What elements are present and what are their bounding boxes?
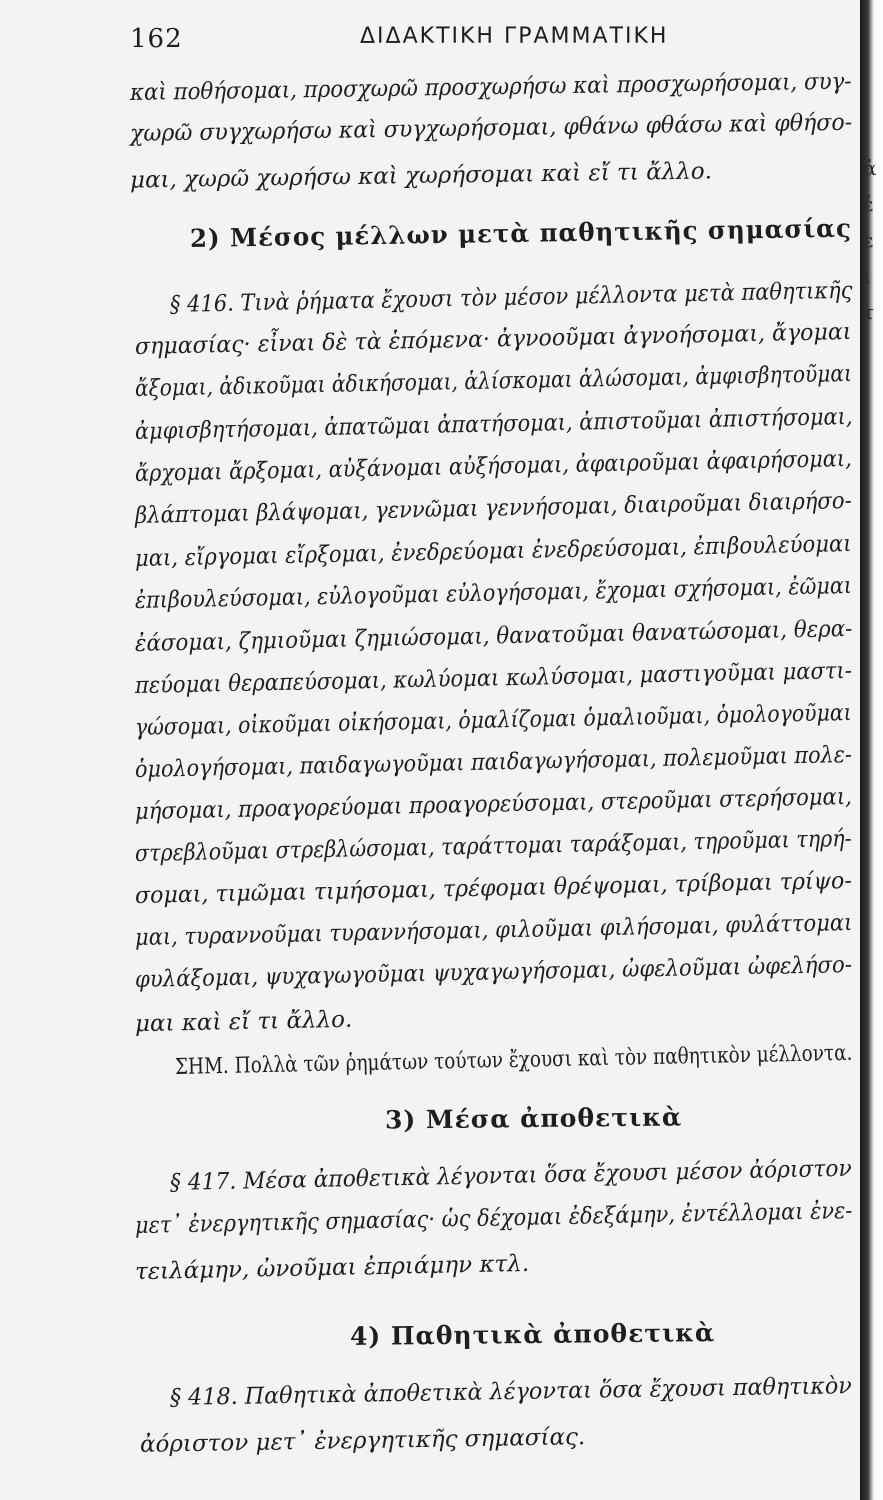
paragraph-line: ἀμφισβητήσομαι, ἀπατῶμαι ἀπατήσομαι, ἀπιστοῦμαι ἀπιστήσομαι, — [134, 403, 853, 445]
paragraph-line: ὁμολογήσομαι, παιδαγωγοῦμαι παιδαγωγήσομαι, πολεμοῦμαι πολε- — [134, 741, 853, 783]
paragraph-line: § 417. Μέσα ἀποθετικὰ λέγονται ὅσα ἔχουσι μέσον ἀόριστον — [169, 1155, 852, 1196]
edge-letter: τ — [863, 300, 875, 324]
paragraph-line: φυλάξομαι, ψυχαγωγοῦμαι ψυχαγωγήσομαι, ὠφελοῦμαι ὠφελήσο- — [134, 951, 853, 993]
paragraph-line: πεύομαι θεραπεύσομαι, κωλύομαι κωλύσομαι, μαστιγοῦμαι μαστι- — [134, 657, 853, 699]
paragraph-line: ἄρχομαι ἄρξομαι, αὐξάνομαι αὐξήσομαι, ἀφαιροῦμαι ἀφαιρήσομαι, — [134, 445, 852, 487]
paragraph-line: στρεβλοῦμαι στρεβλώσομαι, ταράττομαι ταράξομαι, τηροῦμαι τηρή- — [134, 825, 852, 867]
paragraph-line: σομαι, τιμῶμαι τιμήσομαι, τρέφομαι θρέψομαι, τρίβομαι τρίψο- — [134, 867, 853, 909]
intro-line: καὶ ποθήσομαι, προσχωρῶ προσχωρήσω καὶ προσχωρήσομαι, συγ- — [129, 68, 852, 106]
paragraph-line: ἀόριστον μετ᾽ ἐνεργητικῆς σημασίας. — [139, 1424, 586, 1458]
paragraph-line: ἄξομαι, ἀδικοῦμαι ἀδικήσομαι, ἁλίσκομαι ἁλώσομαι, ἀμφισβητοῦμαι — [134, 360, 853, 402]
note-line: ΣΗΜ. Πολλὰ τῶν ῥημάτων τούτων ἔχουσι καὶ τὸν παθητικὸν μέλλοντα. — [174, 1040, 853, 1080]
paragraph-line: βλάπτομαι βλάψομαι, γεννῶμαι γεννήσομαι, διαιροῦμαι διαιρήσο- — [134, 487, 852, 529]
facing-page-edge-text — [863, 150, 881, 330]
paragraph-line: μαι καὶ εἴ τι ἄλλο. — [134, 1006, 353, 1038]
paragraph-line: τειλάμην, ὠνοῦμαι ἐπριάμην κτλ. — [134, 1250, 530, 1286]
page-number: 162 — [130, 24, 183, 54]
edge-letter: ἀ — [863, 156, 877, 180]
paragraph-line: ἐάσομαι, ζημιοῦμαι ζημιώσομαι, θανατοῦμαι θανατώσομαι, θερα- — [134, 615, 853, 657]
paragraph-line: μαι, εἴργομαι εἴρξομαι, ἐνεδρεύομαι ἐνεδρεύσομαι, ἐπιβουλεύομαι — [134, 530, 852, 572]
intro-line: μαι, χωρῶ χωρήσω καὶ χωρήσομαι καὶ εἴ τι ἄλλο. — [129, 158, 713, 194]
section-heading: 4) Παθητικὰ ἀποθετικὰ — [349, 1318, 716, 1351]
book-title: ΔΙΔΑΚΤΙΚΗ ΓΡΑΜΜΑΤΙΚΗ — [360, 24, 669, 49]
edge-letter: ε — [863, 228, 874, 252]
paragraph-line: ἐπιβουλεύσομαι, εὐλογοῦμαι εὐλογήσομαι, ἔχομαι σχήσομαι, ἐῶμαι — [134, 572, 853, 614]
section-heading: 3) Μέσα ἀποθετικὰ — [384, 1102, 683, 1135]
paragraph-line: γώσομαι, οἰκοῦμαι οἰκήσομαι, ὁμαλίζομαι ὁμαλιοῦμαι, ὁμολογοῦμαι — [134, 699, 852, 741]
intro-line: χωρῶ συγχωρήσω καὶ συγχωρήσομαι, φθάνω φθάσω καὶ φθήσο- — [129, 109, 853, 147]
section-heading: 2) Μέσος μέλλων μετὰ παθητικῆς σημασίας — [189, 213, 853, 253]
paragraph-line: σημασίας· εἶναι δὲ τὰ ἑπόμενα· ἀγνοοῦμαι ἀγνοήσομαι, ἄγομαι — [134, 318, 852, 360]
running-head — [130, 24, 830, 60]
paragraph-line: § 416. Τινὰ ῥήματα ἔχουσι τὸν μέσον μέλλοντα μετὰ παθητικῆς — [169, 277, 853, 318]
paragraph-line: μετ᾽ ἐνεργητικῆς σημασίας· ὡς δέχομαι ἐδεξάμην, ἐντέλλομαι ἐνε- — [134, 1197, 853, 1239]
paragraph-line: § 418. Παθητικὰ ἀποθετικὰ λέγονται ὅσα ἔχουσι παθητικὸν — [169, 1373, 852, 1411]
paragraph-line: μήσομαι, προαγορεύομαι προαγορεύσομαι, στεροῦμαι στερήσομαι, — [134, 783, 853, 825]
paragraph-line: μαι, τυραννοῦμαι τυραννήσομαι, φιλοῦμαι φιλήσομαι, φυλάττομαι — [134, 909, 853, 951]
edge-letter: ι — [863, 264, 871, 288]
edge-letter: ἐ — [863, 192, 874, 216]
